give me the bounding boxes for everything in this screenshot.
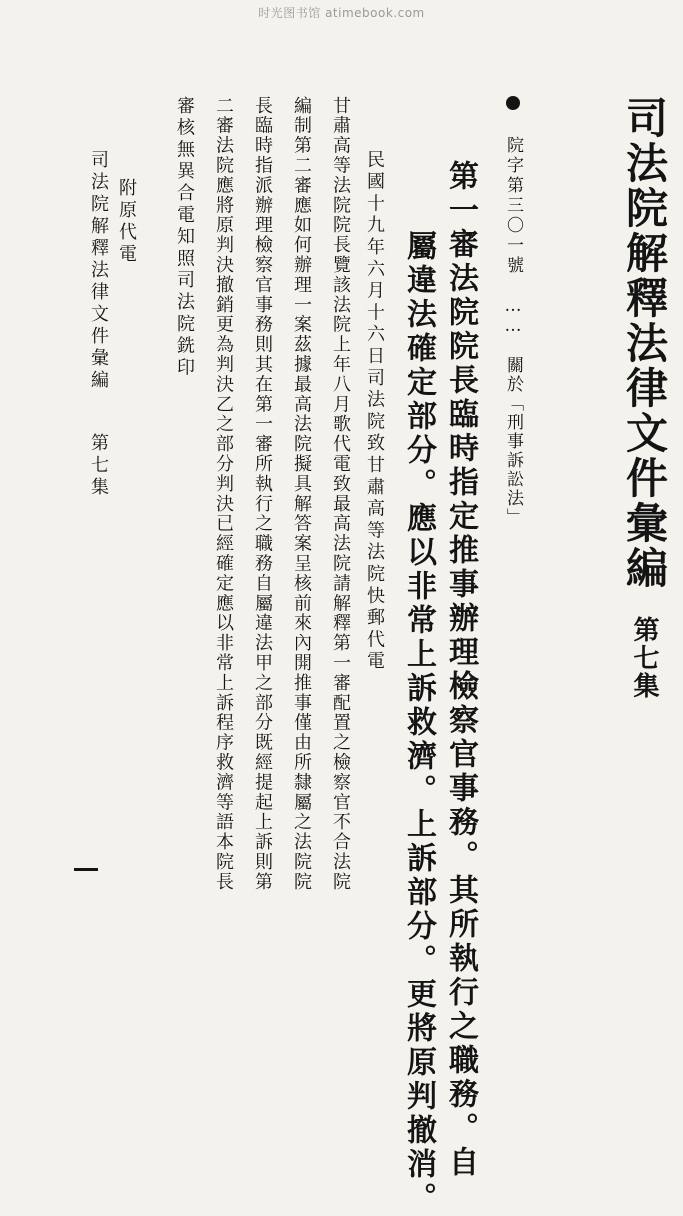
body-line-1: 甘肅高等法院院長覽該法院上年八月歌代電致最高法院請解釋第一審配置之檢察官不合法院: [330, 96, 351, 892]
body-line-2: 編制第二審應如何辦理一案茲據最高法院擬具解答案呈核前來內開推事僅由所隸屬之法院院: [291, 96, 312, 892]
book-title: 司法院解釋法律文件彙編: [620, 96, 669, 591]
body-line-5: 審核無異合電知照司法院銑印: [174, 96, 195, 380]
case-subject: 關於「刑事訴訟法」: [503, 356, 523, 527]
case-number-column: [504, 96, 521, 527]
book-title-column: [620, 96, 669, 700]
footer-title: 司法院解釋法律文件彙編: [88, 150, 109, 392]
page-number: [74, 868, 98, 871]
summary-line-1: 第一審法院院長臨時指定推事辦理檢察官事務。其所執行之職務。自: [443, 160, 478, 1180]
attachment-label: 附原代電: [116, 178, 137, 266]
bullet-icon: [506, 96, 520, 110]
body-line-4: 二審法院應將原判決撤銷更為判決乙之部分判決已經確定應以非常上訴程序救濟等語本院長: [213, 96, 234, 892]
case-number: 院字第三〇一號: [503, 136, 523, 276]
volume-label: 第七集: [629, 616, 659, 700]
case-leader: ……: [503, 296, 523, 336]
footer-column: [89, 150, 107, 499]
footer-volume: 第七集: [88, 433, 109, 499]
watermark: 时光图书馆 atimebook.com: [258, 6, 425, 20]
summary-line-2: 屬違法確定部分。應以非常上訴救濟。上訴部分。更將原判撤消。: [401, 230, 436, 1216]
date-line: 民國十九年六月十六日司法院致甘肅高等法院快郵代電: [364, 150, 385, 674]
body-line-3: 長臨時指派辦理檢察官事務則其在第一審所執行之職務自屬違法甲之部分既經提起上訴則第: [252, 96, 273, 892]
